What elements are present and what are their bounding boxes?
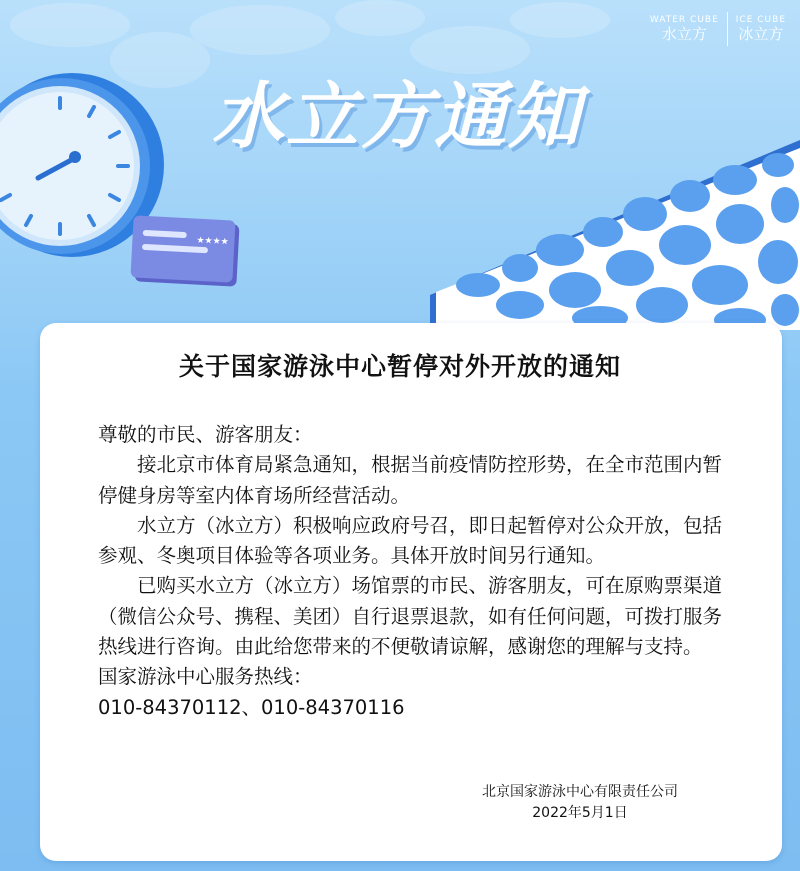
signature-date: 2022年5月1日 (532, 805, 628, 821)
ticket-card-icon (130, 215, 239, 286)
header-illustration (0, 0, 800, 330)
water-cube-logo (650, 15, 719, 43)
ice-cube-logo-name: 冰立方 (738, 25, 784, 43)
hotline-label: 国家游泳中心服务热线： (98, 665, 313, 689)
water-cube-logo-mark: WATER CUBE (649, 15, 719, 25)
notice-title: 关于国家游泳中心暂停对外开放的通知 (178, 352, 621, 381)
paragraph-refund: 已购买水立方（冰立方）场馆票的市民、游客朋友，可在原购票渠道（微信公众号、携程、美团）自行退票退款，如有任何问题，可拨打服务热线进行咨询。由此给您带来的不便敬请谅解，感谢您的理解与支持。 (98, 574, 723, 659)
signature-organization: 北京国家游泳中心有限责任公司 (482, 784, 678, 800)
ice-cube-logo-mark: ICE CUBE (735, 15, 786, 25)
water-cube-logo-name: 水立方 (661, 25, 707, 43)
water-cube-facade (430, 140, 800, 330)
hotline-numbers: 010-84370112、010-84370116 (98, 695, 405, 719)
page-headline: 水立方通知 (212, 74, 583, 158)
paragraph-closure-notice: 接北京市体育局紧急通知，根据当前疫情防控形势，在全市范围内暂停健身房等室内体育场所经营活动。 (98, 453, 723, 507)
signature-block (430, 782, 730, 824)
brand-logos (650, 12, 786, 46)
notice-body (98, 420, 728, 723)
salutation: 尊敬的市民、游客朋友： (98, 423, 313, 446)
paragraph-suspension: 水立方（冰立方）积极响应政府号召，即日起暂停对公众开放，包括参观、冬奥项目体验等各项业务。具体开放时间另行通知。 (98, 513, 723, 568)
logo-divider (727, 12, 728, 46)
ice-cube-logo (736, 15, 786, 43)
svg-text:★★★★: ★★★★ (196, 235, 229, 248)
